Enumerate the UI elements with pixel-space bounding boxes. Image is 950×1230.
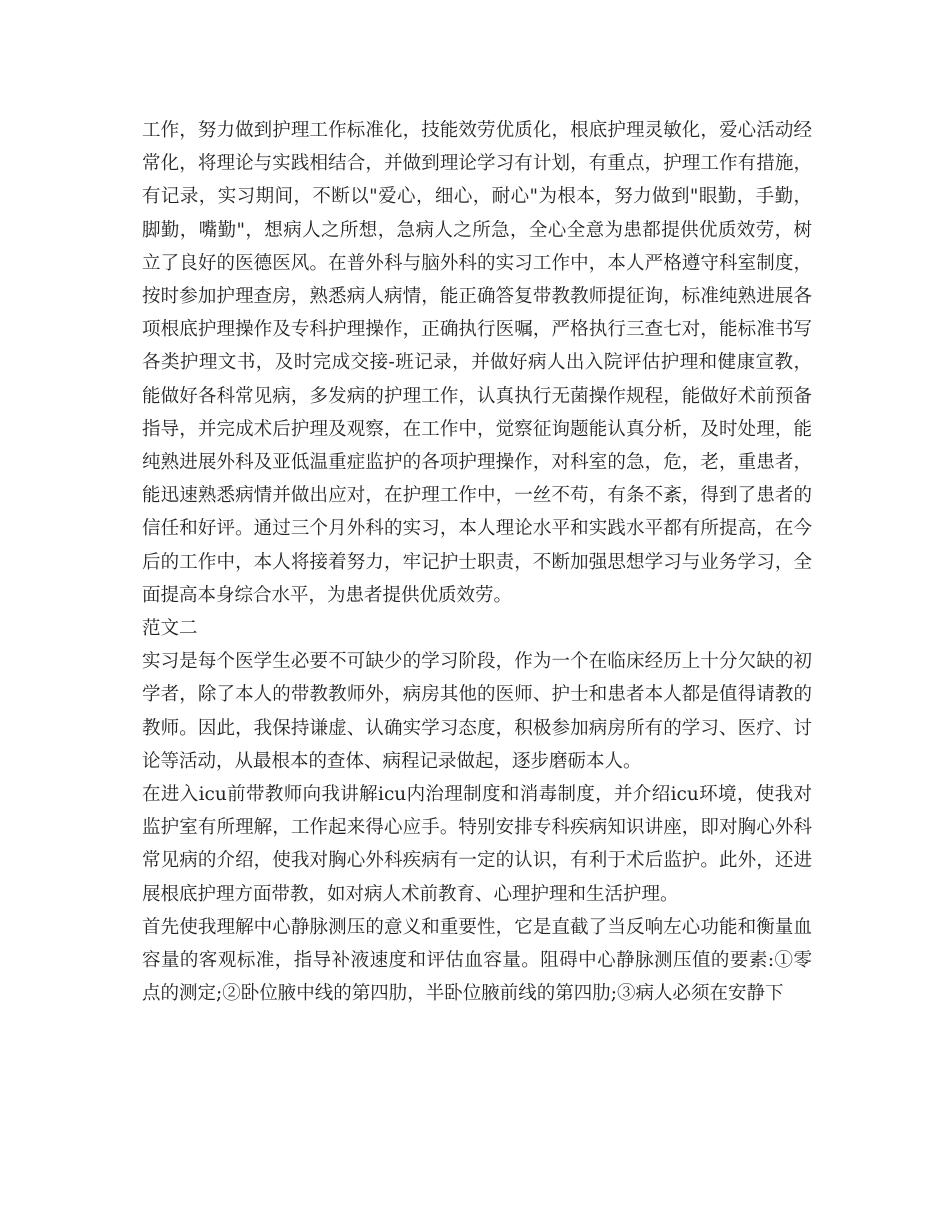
section-heading-sample-two: 范文二 [142,618,198,640]
document-body [142,114,812,1010]
paragraph-cvp-measurement: 首先使我理解中心静脉测压的意义和重要性，它是直截了当反响左心功能和衡量血容量的客观标准，指导补液速度和评估血容量。阻碍中心静脉测压值的要素:①零点的测定;②卧位腋中线的第四肋，半卧位腋前线的第四肋;③病人必须在安静下 [142,916,812,1005]
paragraph-icu-training: 在进入icu前带教师向我讲解icu内治理制度和消毒制度，并介绍icu环境，使我对监护室有所理解，工作起来得心应手。特别安排专科疾病知识讲座，即对胸心外科常见病的介绍，使我对胸心外科疾病有一定的认识，有利于术后监护。此外，还进展根底护理方面带教，如对病人术前教育、心理护理和生活护理。 [142,784,812,905]
paragraph-internship-intro: 实习是每个医学生必要不可缺少的学习阶段，作为一个在临床经历上十分欠缺的初学者，除了本人的带教教师外，病房其他的医师、护士和患者本人都是值得请教的教师。因此，我保持谦虚、认确实学习态度，积极参加病房所有的学习、医疗、讨论等活动，从最根本的查体、病程记录做起，逐步磨砺本人。 [142,651,812,772]
paragraph-practice-summary: 工作，努力做到护理工作标准化，技能效劳优质化，根底护理灵敏化，爱心活动经常化，将理论与实践相结合，并做到理论学习有计划，有重点，护理工作有措施，有记录，实习期间，不断以"爱心，细心，耐心"为根本，努力做到"眼勤，手勤，脚勤，嘴勤"，想病人之所想，急病人之所急，全心全意为患都提供优质效劳，树立了良好的医德医风。在普外科与脑外科的实习工作中，本人严格遵守科室制度，按时参加护理查房，熟悉病人病情，能正确答复带教教师提征询，标准纯熟进展各项根底护理操作及专科护理操作，正确执行医嘱，严格执行三查七对，能标准书写各类护理文书，及时完成交接-班记录，并做好病人出入院评估护理和健康宣教，能做好各科常见病，多发病的护理工作，认真执行无菌操作规程，能做好术前预备指导，并完成术后护理及观察，在工作中，觉察征询题能认真分析，及时处理，能纯熟进展外科及亚低温重症监护的各项护理操作，对科室的急，危，老，重患者，能迅速熟悉病情并做出应对，在护理工作中，一丝不苟，有条不紊，得到了患者的信任和好评。通过三个月外科的实习，本人理论水平和实践水平都有所提高，在今后的工作中，本人将接着努力，牢记护士职责，不断加强思想学习与业务学习，全面提高本身综合水平，为患者提供优质效劳。 [142,120,812,606]
